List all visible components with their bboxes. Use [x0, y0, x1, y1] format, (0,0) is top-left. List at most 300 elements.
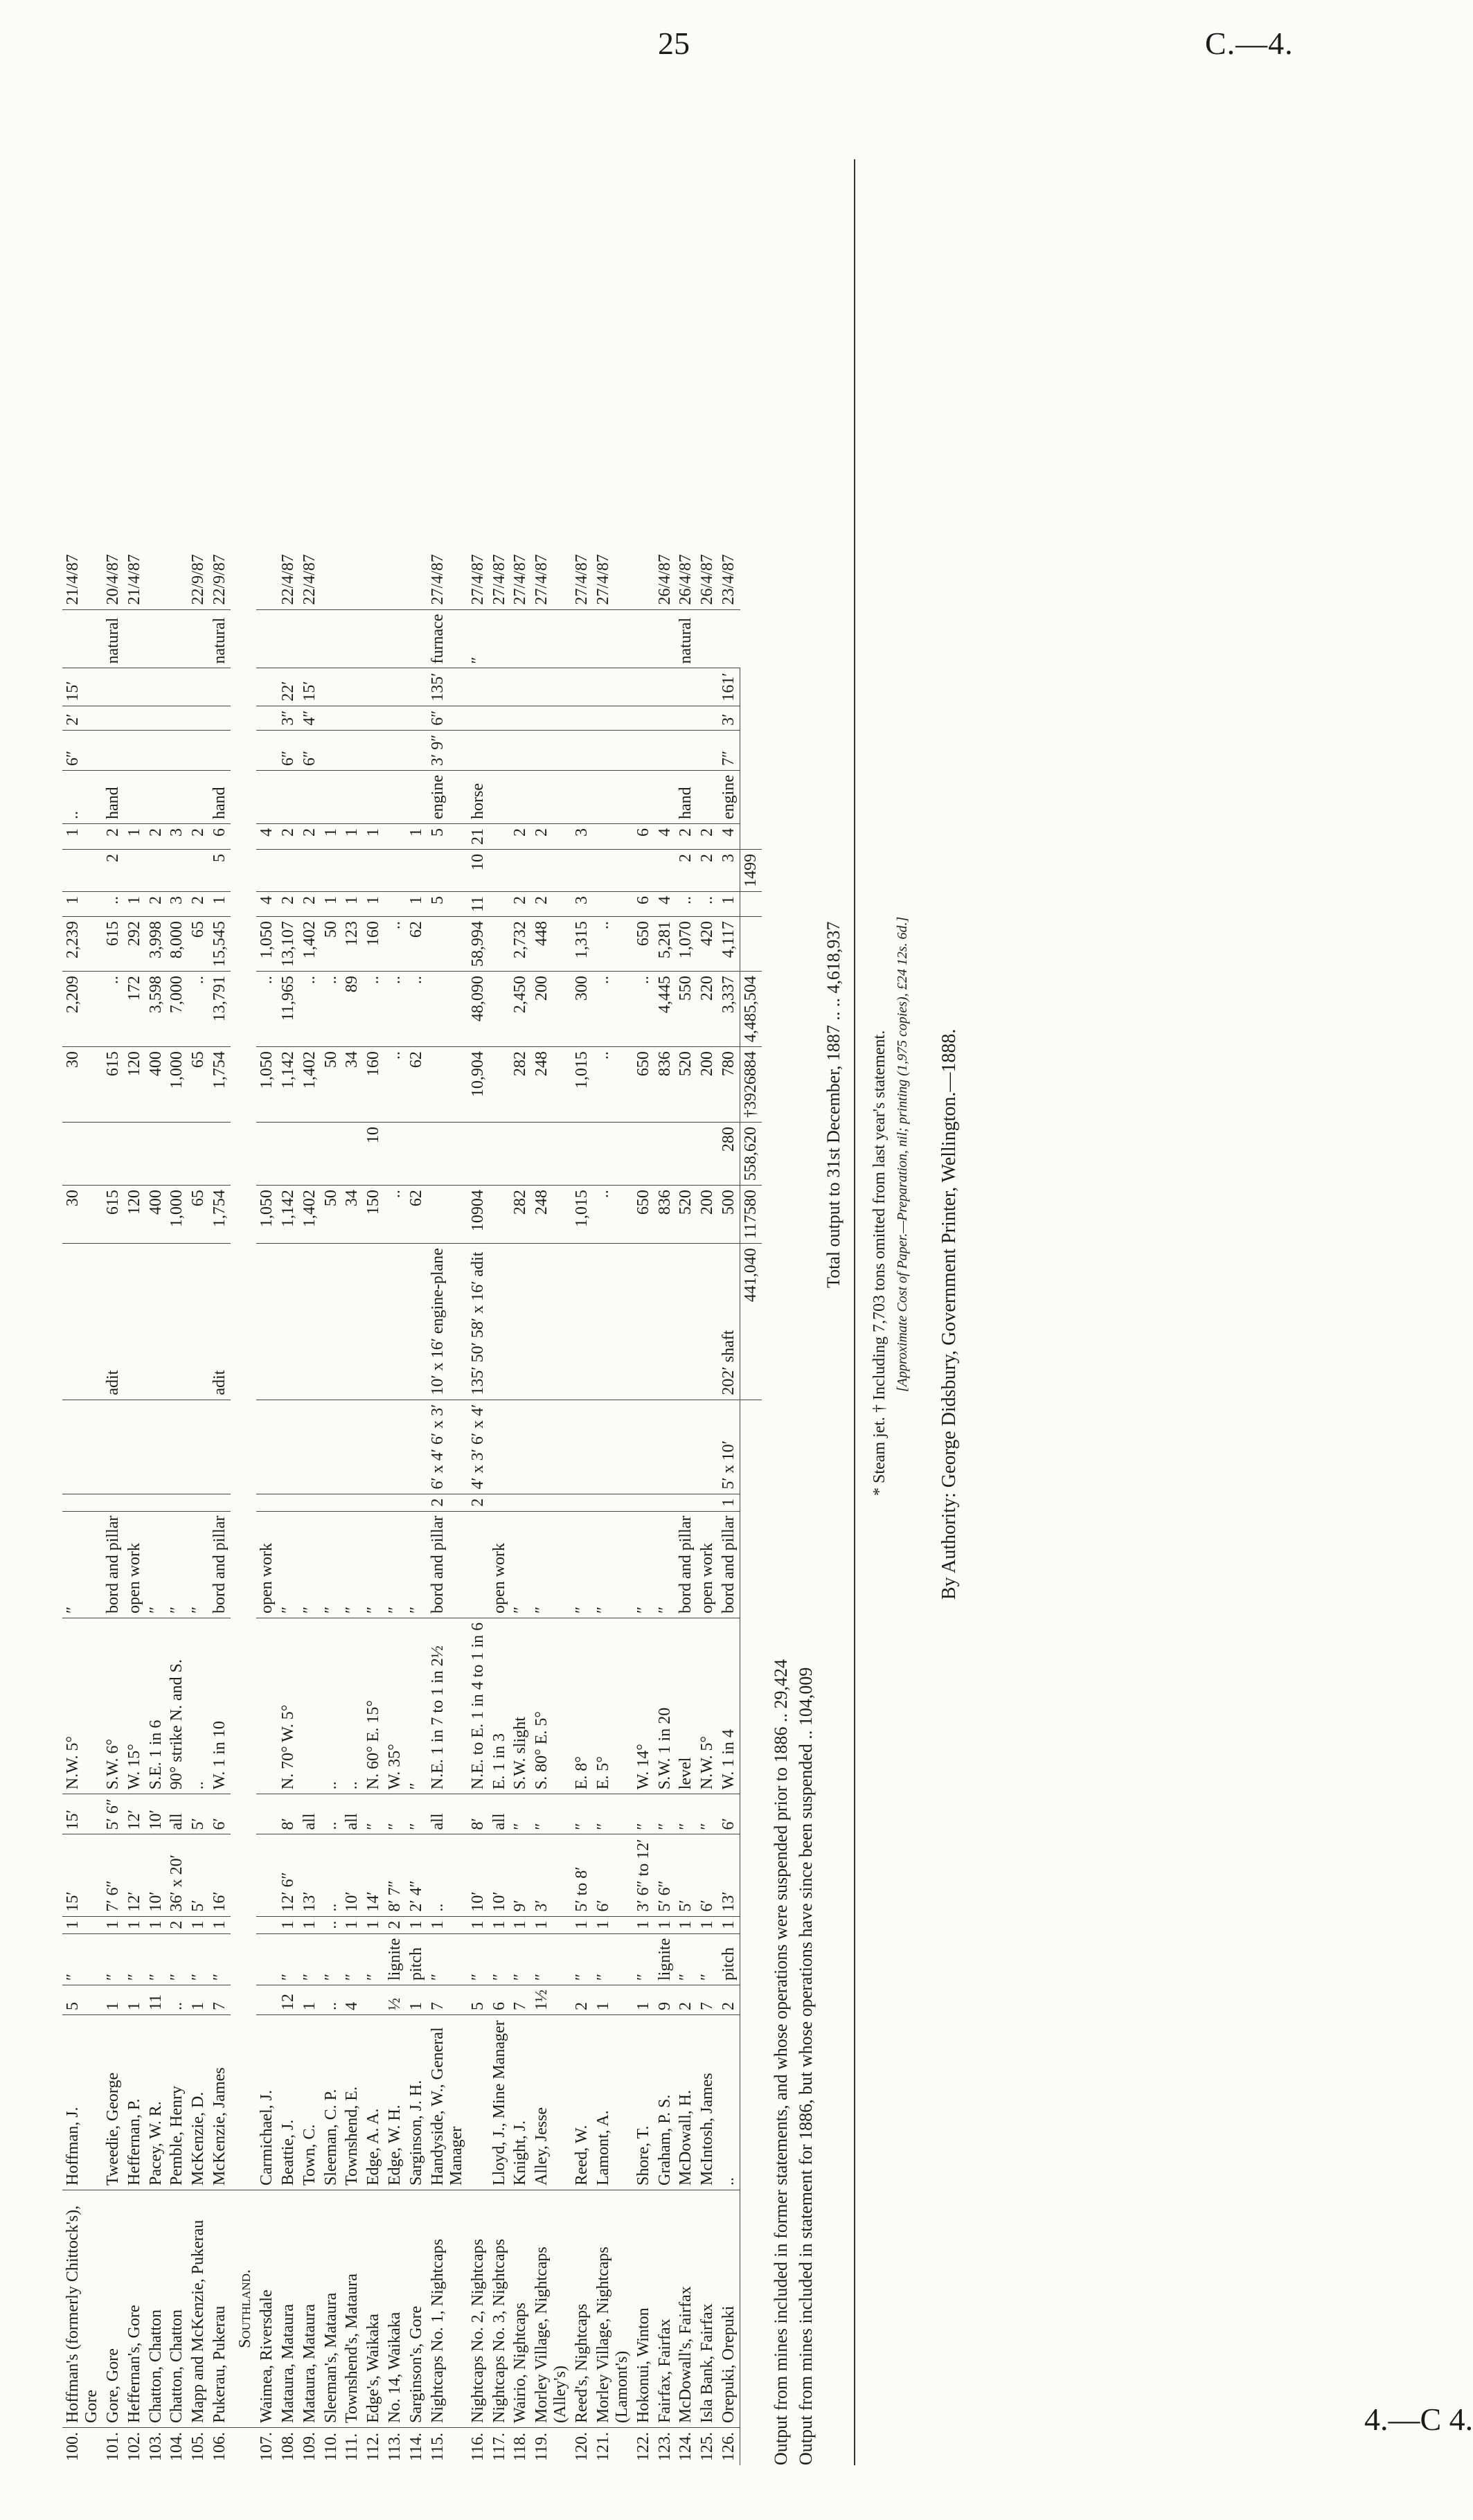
- cell-k: [166, 1123, 188, 1186]
- cell-i: [633, 1244, 654, 1400]
- table-row: [489, 550, 510, 2465]
- cell-v: [256, 609, 278, 668]
- cell-j: 65: [188, 1186, 209, 1244]
- cell-m: 2,450: [510, 972, 531, 1047]
- cell-g: 2: [467, 1494, 489, 1511]
- cell-l: [427, 1047, 467, 1123]
- cell-v: natural: [675, 609, 697, 668]
- cell-i: [299, 1244, 321, 1400]
- cell-r: [593, 770, 633, 823]
- cell-method: ″: [593, 1511, 633, 1618]
- cell-j: ..: [384, 1186, 406, 1244]
- cell-no: 107.: [257, 2432, 276, 2461]
- cell-g: [278, 1494, 299, 1511]
- cell-name: Mataura, Mataura: [278, 2190, 299, 2428]
- cell-v: [531, 609, 571, 668]
- cell-c: 1: [62, 1916, 102, 1933]
- cell-name: Wairio, Nightcaps: [510, 2190, 531, 2428]
- totals-block: [740, 550, 762, 2465]
- cell-r: hand: [209, 770, 231, 823]
- cell-p: [593, 849, 633, 891]
- cell-p: [256, 849, 278, 891]
- cell-j: 1,402: [299, 1186, 321, 1244]
- cell-no: 106.: [211, 2432, 229, 2461]
- cell-h: [341, 1400, 363, 1494]
- cell-name: Waimea, Riversdale: [256, 2190, 278, 2428]
- table-row: [718, 550, 740, 2465]
- cell-h: 4′ x 3′ 6′ x 4′: [467, 1400, 489, 1494]
- cell-b: pitch: [406, 1933, 427, 1985]
- cell-c: 1: [145, 1916, 167, 1933]
- cell-c: 1: [427, 1916, 467, 1933]
- cell-s: [256, 730, 278, 770]
- cell-j: 1,050: [256, 1186, 278, 1244]
- cell-p: 2: [697, 849, 718, 891]
- cell-k: [209, 1123, 231, 1186]
- cell-method: ″: [321, 1511, 342, 1618]
- cell-p: [278, 849, 299, 891]
- cell-m: ..: [406, 972, 427, 1047]
- cell-j: 1,000: [166, 1186, 188, 1244]
- cell-p: [531, 849, 571, 891]
- table-row: [209, 550, 231, 2465]
- cell-i: [188, 1244, 209, 1400]
- cell-l: 200: [697, 1047, 718, 1123]
- table-row: [166, 550, 188, 2465]
- cell-d: 3′ 6″ to 12′: [633, 1834, 654, 1916]
- cell-m: 300: [571, 972, 593, 1047]
- cell-v: [321, 609, 342, 668]
- cell-m: 220: [697, 972, 718, 1047]
- cell-h: [188, 1400, 209, 1494]
- total-q: 1499: [740, 849, 762, 891]
- cell-name: Townshend's, Mataura: [341, 2190, 363, 2428]
- table-row: [427, 550, 467, 2465]
- note-former: Output from mines included in former statements, and whose operations were suspended prior to 1886: [770, 1726, 791, 2465]
- cell-b: pitch: [718, 1933, 740, 1985]
- cell-v: [166, 609, 188, 668]
- total-j: 441,040: [740, 1244, 762, 1400]
- cell-k: [531, 1123, 571, 1186]
- cell-t: [675, 706, 697, 730]
- cell-o: 1: [406, 891, 427, 916]
- cell-k: [654, 1123, 676, 1186]
- cell-l: 836: [654, 1047, 676, 1123]
- cell-b: ″: [531, 1933, 571, 1985]
- cell-n: 2,732: [510, 917, 531, 972]
- cell-b: ″: [278, 1933, 299, 1985]
- cell-q: 4: [718, 823, 740, 849]
- cell-m: ..: [102, 972, 124, 1047]
- cell-w: 27/4/87: [427, 550, 467, 609]
- cell-method: [467, 1511, 489, 1618]
- cell-t: [363, 706, 384, 730]
- cell-no: 119.: [533, 2432, 551, 2461]
- cell-no: 108.: [278, 2432, 297, 2461]
- cell-g: [102, 1494, 124, 1511]
- cell-dip: W. 1 in 10: [209, 1618, 231, 1794]
- cell-owner: McIntosh, James: [697, 2015, 718, 2190]
- cell-q: 6: [633, 823, 654, 849]
- cell-w: [406, 550, 427, 609]
- cell-n: 420: [697, 917, 718, 972]
- cell-owner: McKenzie, James: [209, 2015, 231, 2190]
- cell-s: [531, 730, 571, 770]
- cell-p: [62, 849, 102, 891]
- cell-v: [145, 609, 167, 668]
- cell-e: ″: [571, 1794, 593, 1834]
- cell-dip: S.W. 1 in 20: [654, 1618, 676, 1794]
- cell-c: 2: [384, 1916, 406, 1933]
- cell-u: [654, 668, 676, 706]
- cell-owner: Sarginson, J. H.: [406, 2015, 427, 2190]
- cell-u: [571, 668, 593, 706]
- cell-t: [593, 706, 633, 730]
- rotated-table-page: [62, 90, 1473, 2465]
- cell-m: 2,209: [62, 972, 102, 1047]
- cell-c: 1: [278, 1916, 299, 1933]
- cell-dip: W. 35°: [384, 1618, 406, 1794]
- printer-authority: By Authority: George Didsbury, Government Printer, Wellington.—1888.: [938, 1028, 960, 1600]
- cell-method: bord and pillar: [675, 1511, 697, 1618]
- cell-q: 5: [427, 823, 467, 849]
- cell-u: [363, 668, 384, 706]
- cell-o: 1: [321, 891, 342, 916]
- cell-w: [633, 550, 654, 609]
- cell-dip: E. 1 in 3: [489, 1618, 510, 1794]
- cell-p: 2: [102, 849, 124, 891]
- cell-b: ″: [675, 1933, 697, 1985]
- cell-d: 5′: [188, 1834, 209, 1916]
- page-number: 25: [658, 26, 690, 61]
- cell-t: [531, 706, 571, 730]
- cell-o: 1: [124, 891, 145, 916]
- cell-t: 3′: [718, 706, 740, 730]
- cell-n: 13,107: [278, 917, 299, 972]
- footer-reference: 4.—C 4.: [1364, 2402, 1473, 2437]
- cell-name: Hokonui, Winton: [633, 2190, 654, 2428]
- cell-i: [166, 1244, 188, 1400]
- cell-s: [510, 730, 531, 770]
- cell-c: 1: [718, 1916, 740, 1933]
- cell-b: lignite: [654, 1933, 676, 1985]
- cell-h: [384, 1400, 406, 1494]
- cell-r: [124, 770, 145, 823]
- cell-name: Sleeman's, Mataura: [321, 2190, 342, 2428]
- cell-p: 2: [675, 849, 697, 891]
- cell-method: bord and pillar: [718, 1511, 740, 1618]
- cell-owner: McDowall, H.: [675, 2015, 697, 2190]
- cell-n: 62: [406, 917, 427, 972]
- cell-owner: Sleeman, C. P.: [321, 2015, 342, 2190]
- note-suspended: Output from mines included in statement for 1886, but whose operations have since been suspended: [796, 1744, 816, 2465]
- cell-j: 615: [102, 1186, 124, 1244]
- cell-w: [321, 550, 342, 609]
- cell-b: ″: [363, 1933, 384, 1985]
- cell-r: horse: [467, 770, 489, 823]
- cell-q: 6: [209, 823, 231, 849]
- cell-q: 1: [341, 823, 363, 849]
- cell-b: lignite: [384, 1933, 406, 1985]
- cell-r: [697, 770, 718, 823]
- cell-o: 1: [341, 891, 363, 916]
- table-row: [363, 550, 384, 2465]
- cell-h: [675, 1400, 697, 1494]
- cell-n: 1,402: [299, 917, 321, 972]
- cell-s: [188, 730, 209, 770]
- cell-l: 282: [510, 1047, 531, 1123]
- cell-n: 50: [321, 917, 342, 972]
- cell-h: [62, 1400, 102, 1494]
- cell-v: [654, 609, 676, 668]
- table-row: [406, 550, 427, 2465]
- cell-i: [321, 1244, 342, 1400]
- section-heading: [231, 550, 256, 2465]
- cell-n: 448: [531, 917, 571, 972]
- cell-k: [145, 1123, 167, 1186]
- cell-a: 6: [489, 1985, 510, 2015]
- cell-m: 550: [675, 972, 697, 1047]
- cell-d: [256, 1834, 278, 1916]
- cell-u: [166, 668, 188, 706]
- cell-dip: ..: [321, 1618, 342, 1794]
- cell-b: ″: [427, 1933, 467, 1985]
- cell-k: [62, 1123, 102, 1186]
- cell-d: 8′ 7″: [384, 1834, 406, 1916]
- cell-e: ″: [633, 1794, 654, 1834]
- cell-b: ″: [467, 1933, 489, 1985]
- cell-s: 7″: [718, 730, 740, 770]
- cell-s: [467, 730, 489, 770]
- cell-no: 122.: [634, 2432, 652, 2461]
- cell-n: 2,239: [62, 917, 102, 972]
- cell-i: [571, 1244, 593, 1400]
- cell-r: [166, 770, 188, 823]
- cell-m: ..: [363, 972, 384, 1047]
- cell-dip: [256, 1618, 278, 1794]
- cell-a: 1: [102, 1985, 124, 2015]
- cell-c: 2: [166, 1916, 188, 1933]
- cell-dip: ..: [341, 1618, 363, 1794]
- cell-v: [633, 609, 654, 668]
- cell-g: 2: [427, 1494, 467, 1511]
- cell-e: all: [427, 1794, 467, 1834]
- cell-l: ..: [593, 1047, 633, 1123]
- cell-name: Heffernan's, Gore: [124, 2190, 145, 2428]
- cell-b: ″: [593, 1933, 633, 1985]
- cell-w: [363, 550, 384, 609]
- cell-dip: E. 8°: [571, 1618, 593, 1794]
- cell-method: ″: [299, 1511, 321, 1618]
- cell-j: 30: [62, 1186, 102, 1244]
- cell-w: [166, 550, 188, 609]
- cell-dip: N.E. 1 in 7 to 1 in 2½: [427, 1618, 467, 1794]
- cell-o: ..: [697, 891, 718, 916]
- cell-no: 121.: [593, 2432, 612, 2461]
- cell-owner: Reed, W.: [571, 2015, 593, 2190]
- cell-a: 1: [299, 1985, 321, 2015]
- cell-s: [697, 730, 718, 770]
- cell-w: 27/4/87: [593, 550, 633, 609]
- cell-o: ..: [102, 891, 124, 916]
- cell-e: ″: [384, 1794, 406, 1834]
- cell-a: 11: [145, 1985, 167, 2015]
- cell-l: 1,000: [166, 1047, 188, 1123]
- cell-no: 123.: [655, 2432, 674, 2461]
- cell-i: [256, 1244, 278, 1400]
- cell-c: 1: [489, 1916, 510, 1933]
- cell-h: [489, 1400, 510, 1494]
- cell-name: Nightcaps No. 2, Nightcaps: [467, 2190, 489, 2428]
- cell-o: 3: [571, 891, 593, 916]
- cell-dip: W. 1 in 4: [718, 1618, 740, 1794]
- divider-rule: [854, 159, 855, 2465]
- table-row: [675, 550, 697, 2465]
- cell-owner: ..: [718, 2015, 740, 2190]
- cell-t: 4″: [299, 706, 321, 730]
- cell-v: [341, 609, 363, 668]
- cell-dip: N. 60° E. 15°: [363, 1618, 384, 1794]
- cell-method: open work: [124, 1511, 145, 1618]
- cell-j: 500: [718, 1186, 740, 1244]
- cell-v: [406, 609, 427, 668]
- cell-name: Nightcaps No. 3, Nightcaps: [489, 2190, 510, 2428]
- cell-method: ″: [145, 1511, 167, 1618]
- cell-k: 10: [363, 1123, 384, 1186]
- cell-no: 126.: [720, 2432, 738, 2461]
- cell-d: 6′: [593, 1834, 633, 1916]
- cell-n: [489, 917, 510, 972]
- cell-e: 6′: [209, 1794, 231, 1834]
- cell-a: 7: [697, 1985, 718, 2015]
- grand-total: Total output to 31st December, 1887 .. .. 4,618,937: [823, 921, 843, 1288]
- cell-q: 21: [467, 823, 489, 849]
- cell-v: [718, 609, 740, 668]
- cell-a: 1: [188, 1985, 209, 2015]
- cell-u: [633, 668, 654, 706]
- cell-a: 4: [341, 1985, 363, 2015]
- cell-i: adit: [102, 1244, 124, 1400]
- cell-h: [697, 1400, 718, 1494]
- cell-name: Edge's, Waikaka: [363, 2190, 384, 2428]
- cell-k: [489, 1123, 510, 1186]
- cell-r: [299, 770, 321, 823]
- cell-o: 2: [510, 891, 531, 916]
- cell-h: [166, 1400, 188, 1494]
- cell-w: 26/4/87: [675, 550, 697, 609]
- cell-dip: S.W. 6°: [102, 1618, 124, 1794]
- cell-w: 27/4/87: [571, 550, 593, 609]
- cell-name: Chatton, Chatton: [166, 2190, 188, 2428]
- cell-g: [363, 1494, 384, 1511]
- table-row: [571, 550, 593, 2465]
- cell-a: 5: [62, 1985, 102, 2015]
- cell-owner: Beattie, J.: [278, 2015, 299, 2190]
- cell-e: all: [299, 1794, 321, 1834]
- cell-method: ″: [278, 1511, 299, 1618]
- cell-r: [531, 770, 571, 823]
- cell-s: [406, 730, 427, 770]
- cell-name: Morley Village, Nightcaps (Alley's): [531, 2190, 571, 2428]
- cell-w: 21/4/87: [124, 550, 145, 609]
- cell-r: [510, 770, 531, 823]
- cell-l: [489, 1047, 510, 1123]
- cell-q: 4: [256, 823, 278, 849]
- total-n: 4,485,504: [740, 972, 762, 1047]
- cell-owner: Town, C.: [299, 2015, 321, 2190]
- cell-a: 1: [593, 1985, 633, 2015]
- cell-method: ″: [633, 1511, 654, 1618]
- cell-method: open work: [697, 1511, 718, 1618]
- cell-g: [166, 1494, 188, 1511]
- cell-b: ″: [124, 1933, 145, 1985]
- table-body-southland: [256, 550, 740, 2465]
- cell-owner: Carmichael, J.: [256, 2015, 278, 2190]
- cell-q: 1: [406, 823, 427, 849]
- cell-h: [633, 1400, 654, 1494]
- cell-v: [299, 609, 321, 668]
- cell-e: 5′: [188, 1794, 209, 1834]
- cell-method: bord and pillar: [102, 1511, 124, 1618]
- cell-q: 1: [124, 823, 145, 849]
- cell-o: 4: [256, 891, 278, 916]
- cell-w: 21/4/87: [62, 550, 102, 609]
- cell-p: [427, 849, 467, 891]
- cell-t: [124, 706, 145, 730]
- cell-j: [489, 1186, 510, 1244]
- cell-t: [633, 706, 654, 730]
- cell-n: 15,545: [209, 917, 231, 972]
- cell-e: ″: [531, 1794, 571, 1834]
- cell-owner: Edge, A. A.: [363, 2015, 384, 2190]
- cell-t: [321, 706, 342, 730]
- cell-owner: Townshend, E.: [341, 2015, 363, 2190]
- cell-d: 10′: [467, 1834, 489, 1916]
- cell-c: 1: [510, 1916, 531, 1933]
- cell-e: all: [166, 1794, 188, 1834]
- cell-u: [102, 668, 124, 706]
- cell-k: [633, 1123, 654, 1186]
- total-m: †3926884: [740, 1047, 762, 1123]
- cell-l: 120: [124, 1047, 145, 1123]
- cell-k: [510, 1123, 531, 1186]
- table-row: [145, 550, 167, 2465]
- cell-i: [62, 1244, 102, 1400]
- cost-note: [Approximate Cost of Paper.—Preparation, nil; printing (1,975 copies), £24 12s. 6d.]: [894, 916, 910, 1392]
- cell-q: 2: [531, 823, 571, 849]
- cell-owner: Shore, T.: [633, 2015, 654, 2190]
- cell-g: [62, 1494, 102, 1511]
- cell-method: ″: [341, 1511, 363, 1618]
- cell-no: 117.: [490, 2432, 508, 2461]
- cell-p: [363, 849, 384, 891]
- cell-g: [299, 1494, 321, 1511]
- cell-a: 7: [427, 1985, 467, 2015]
- cell-n: 160: [363, 917, 384, 972]
- cell-e: ″: [697, 1794, 718, 1834]
- cell-k: [467, 1123, 489, 1186]
- cell-c: 1: [633, 1916, 654, 1933]
- cell-o: 4: [654, 891, 676, 916]
- cell-k: [188, 1123, 209, 1186]
- cell-r: [406, 770, 427, 823]
- table-row: [654, 550, 676, 2465]
- cell-t: [489, 706, 510, 730]
- cell-o: 3: [166, 891, 188, 916]
- cell-t: [384, 706, 406, 730]
- cell-m: ..: [384, 972, 406, 1047]
- cell-dip: W. 14°: [633, 1618, 654, 1794]
